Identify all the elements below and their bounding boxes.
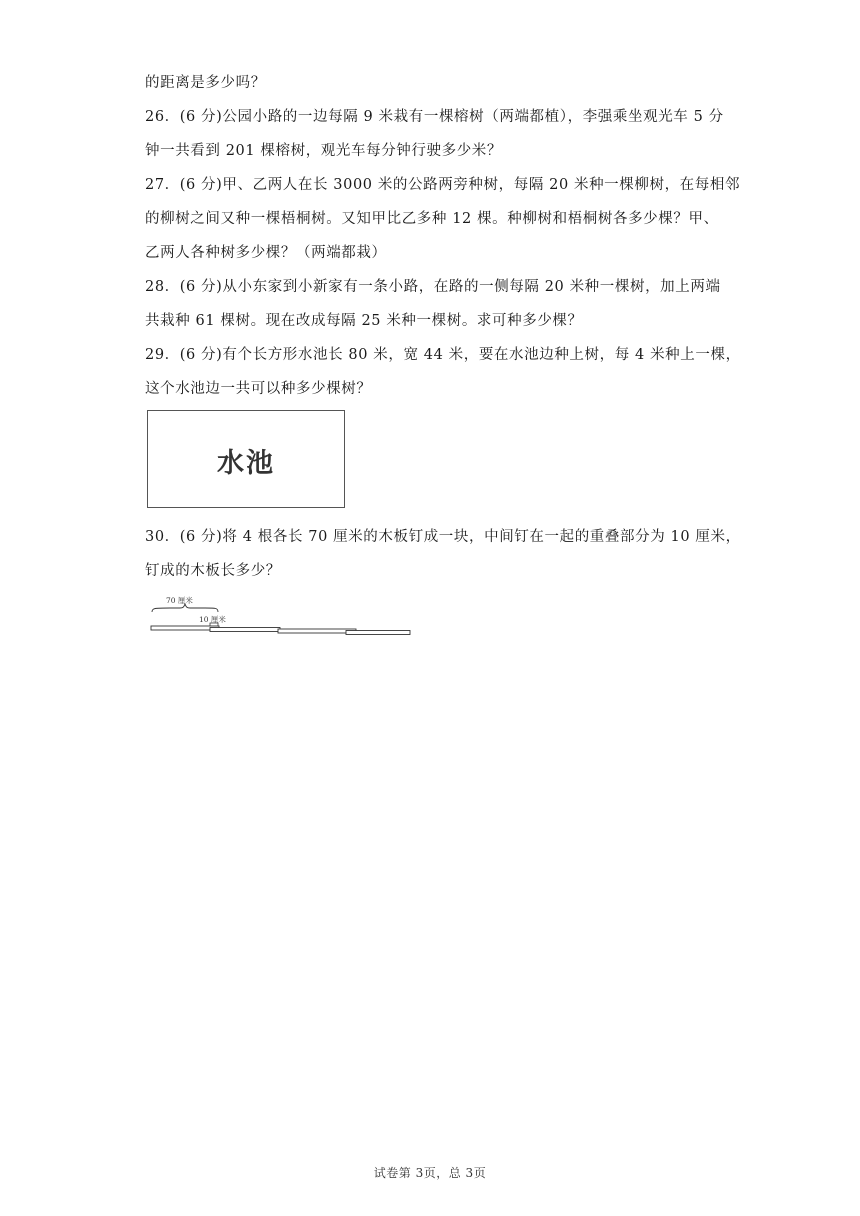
page-footer: 试卷第 3页，总 3页 [373, 1166, 487, 1180]
pond-label: 水池 [217, 448, 275, 479]
question-28-line-1: 28．(6 分)从小东家到小新家有一条小路，在路的一侧每隔 20 米种一棵树，加上两端 [145, 279, 721, 295]
boards-figure [150, 592, 415, 640]
question-26-line-1: 26．(6 分)公园小路的一边每隔 9 米栽有一棵榕树（两端都植），李强乘坐观光车 5 分 [145, 109, 724, 125]
board-3 [278, 629, 356, 633]
question-29-line-1: 29．(6 分)有个长方形水池长 80 米，宽 44 米，要在水池边种上树，每 4 米种上一棵， [145, 347, 741, 363]
question-30-line-2: 钉成的木板长多少？ [145, 563, 281, 579]
board-4 [346, 631, 410, 635]
question-27-line-3: 乙两人各种树多少棵？（两端都栽） [145, 245, 387, 261]
length-label: 70 厘米 [166, 596, 193, 605]
question-29-line-2: 这个水池边一共可以种多少棵树？ [145, 381, 372, 397]
overlap-label: 10 厘米 [199, 615, 226, 624]
question-28-line-2: 共栽种 61 棵树。现在改成每隔 25 米种一棵树。求可种多少棵？ [145, 313, 583, 329]
question-30-line-1: 30．(6 分)将 4 根各长 70 厘米的木板钉成一块，中间钉在一起的重叠部分为 10 厘米， [145, 529, 741, 545]
question-27-line-1: 27．(6 分)甲、乙两人在长 3000 米的公路两旁种树，每隔 20 米种一棵柳树，在每相邻 [145, 177, 741, 193]
question-27-line-2: 的柳树之间又种一棵梧桐树。又知甲比乙多种 12 棵。种柳树和梧桐树各多少棵？甲、 [145, 211, 719, 227]
text-line: 的距离是多少吗？ [145, 75, 266, 91]
pond-figure [147, 410, 345, 508]
question-26-line-2: 钟一共看到 201 棵榕树，观光车每分钟行驶多少米？ [145, 143, 502, 159]
board-2 [210, 628, 280, 632]
board-1 [151, 626, 219, 630]
length-brace [152, 604, 218, 612]
